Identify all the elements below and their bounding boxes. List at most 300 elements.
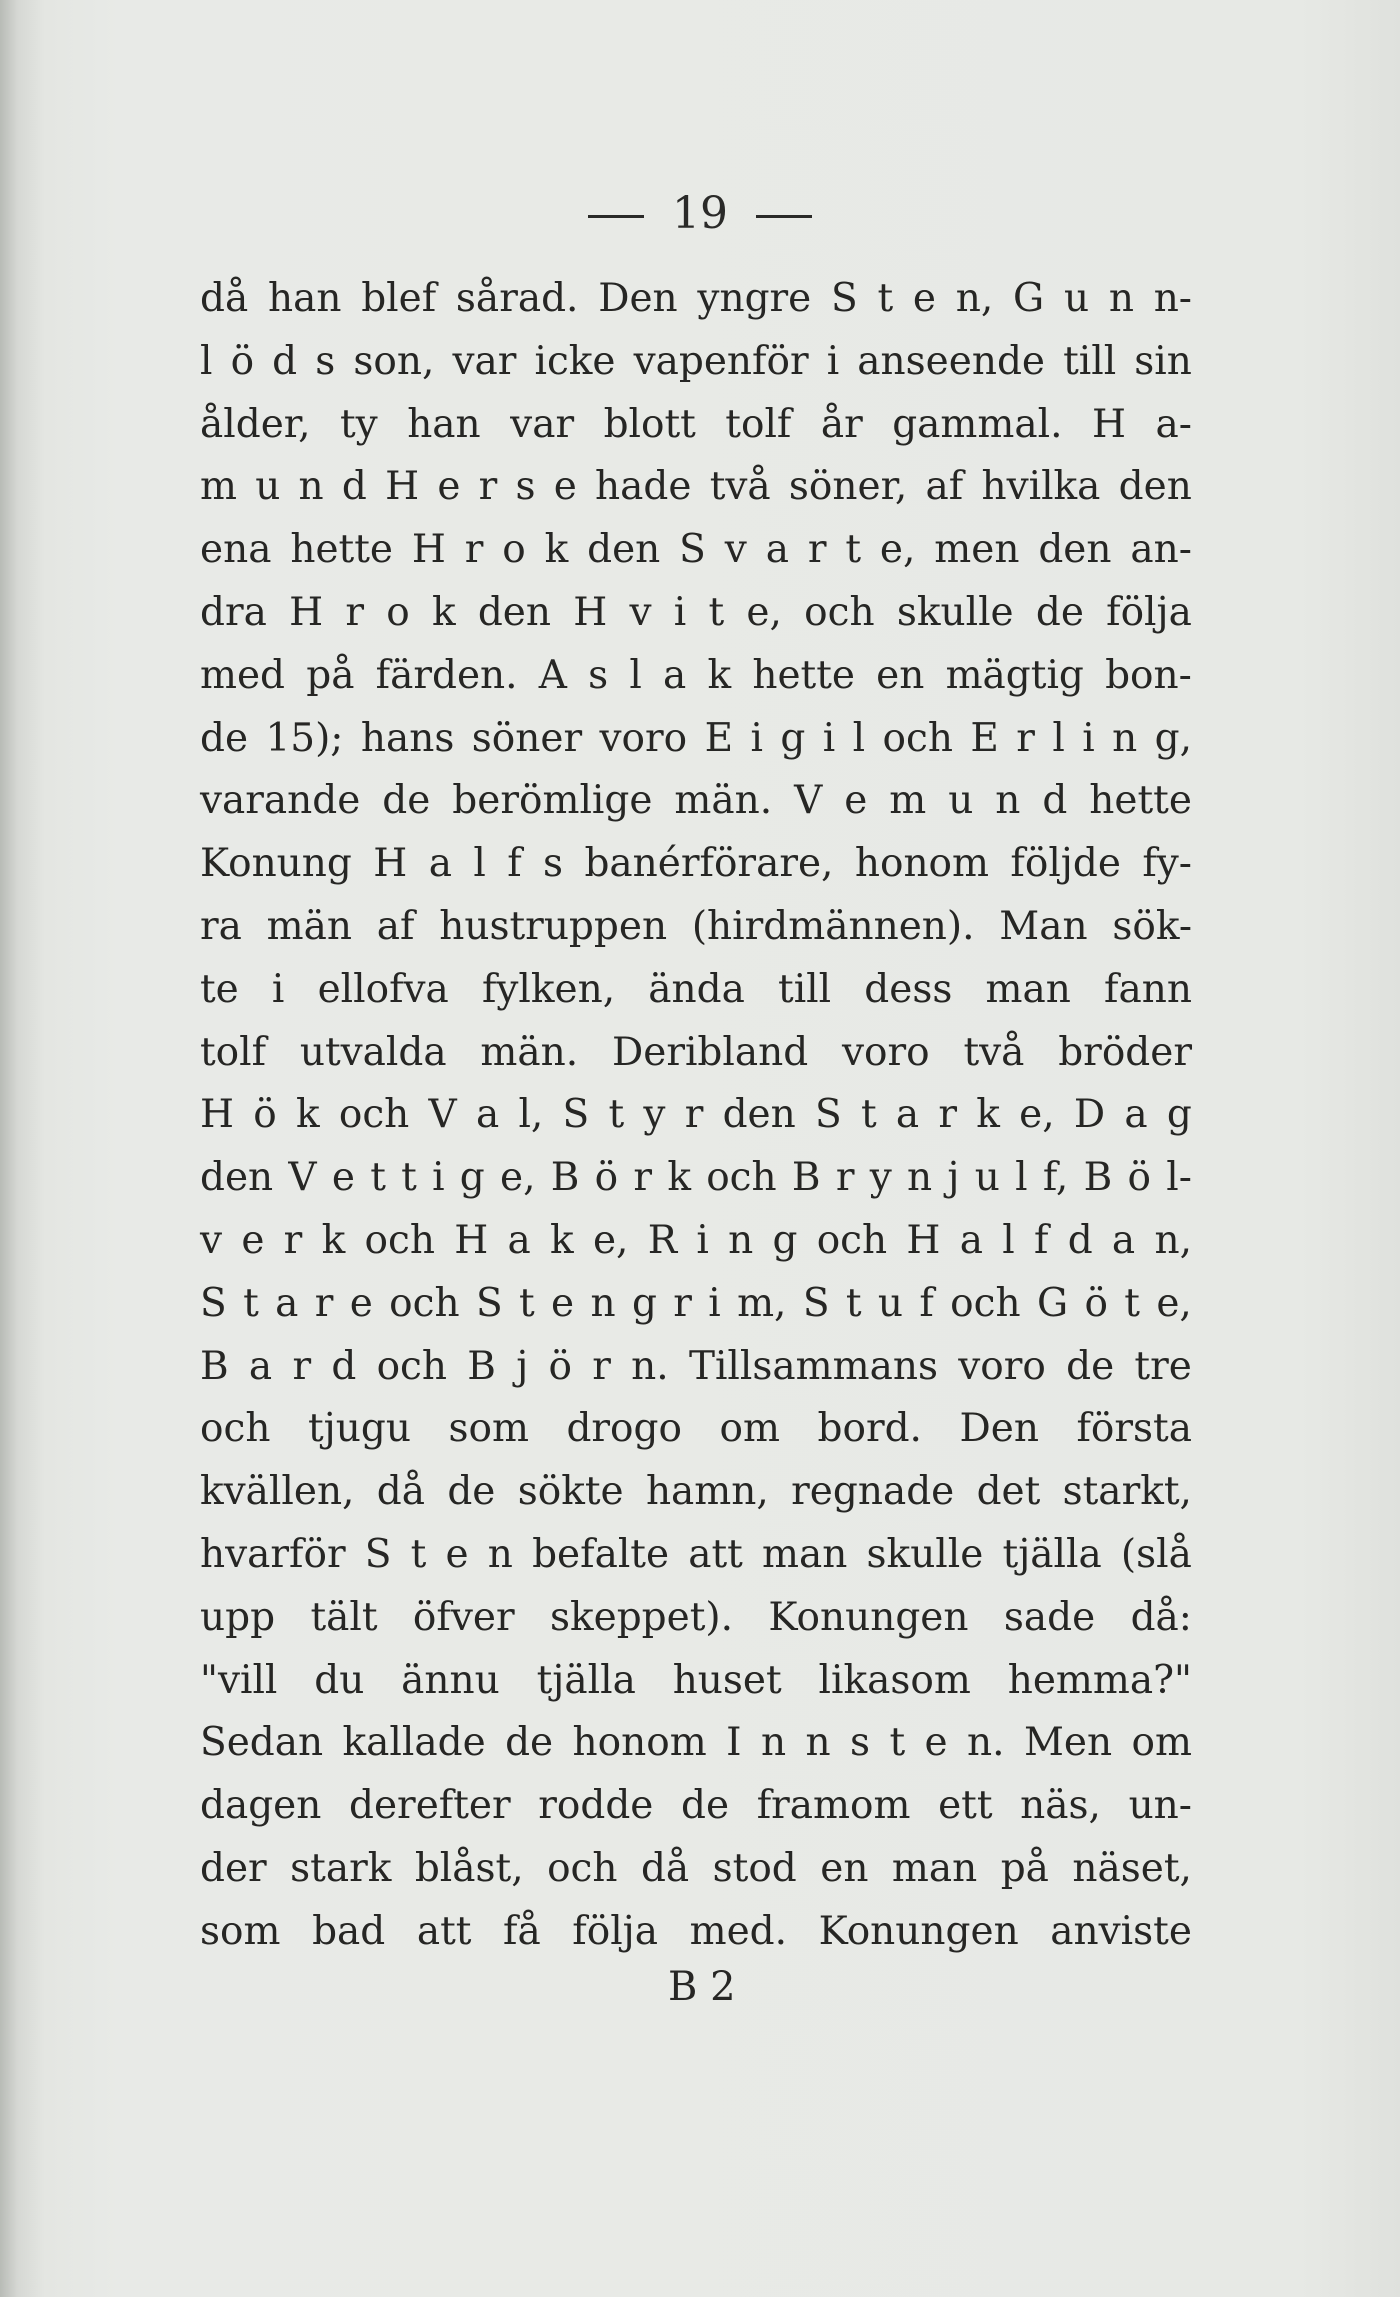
text-word: hette (752, 652, 855, 698)
text-word: e (349, 1280, 373, 1326)
text-word: ellofva (317, 966, 449, 1012)
text-line (200, 1461, 1192, 1524)
text-word: banérförare, (584, 841, 834, 887)
text-word: blåst, (414, 1845, 524, 1891)
text-word: fy- (1142, 841, 1192, 887)
text-word: man (762, 1531, 848, 1577)
text-word: två (963, 1029, 1025, 1075)
text-word: dess (864, 966, 953, 1012)
text-word: voro (958, 1343, 1046, 1389)
text-word: H (200, 1092, 235, 1138)
text-word: den (722, 1092, 796, 1138)
text-word: r (633, 1155, 653, 1201)
text-word: s (543, 841, 564, 887)
text-word: "vill (200, 1657, 278, 1703)
text-word: t (845, 527, 862, 573)
text-word: a (1111, 1217, 1136, 1263)
text-word: l (473, 841, 486, 887)
text-word: i (826, 338, 840, 384)
text-word: bon- (1105, 652, 1192, 698)
text-line (200, 833, 1192, 896)
text-word: V (288, 1155, 317, 1201)
text-word: i (271, 966, 285, 1012)
text-word: befalte (532, 1531, 670, 1577)
text-word: Men (1023, 1720, 1113, 1766)
text-word: e (912, 276, 937, 321)
text-word: B (200, 1343, 229, 1389)
text-word: hustruppen (439, 903, 668, 949)
text-word: f (1033, 1217, 1049, 1263)
text-word: vapenför (633, 338, 809, 384)
text-word: Man (999, 903, 1088, 949)
text-word: e, (592, 1217, 629, 1263)
text-word: Den (598, 276, 678, 321)
text-word: den (1118, 464, 1192, 510)
text-word: upp (200, 1594, 276, 1640)
text-word: då: (1130, 1594, 1192, 1640)
text-word: ena (200, 527, 272, 573)
text-word: drogo (566, 1406, 682, 1452)
text-word: s (515, 464, 536, 510)
text-word: yngre (697, 276, 812, 321)
text-word: S (364, 1531, 392, 1577)
text-word: r (292, 1343, 312, 1389)
text-word: g, (1154, 715, 1192, 761)
text-word: starkt, (1062, 1469, 1192, 1515)
text-word: var (510, 401, 575, 447)
text-word: r (283, 1217, 303, 1263)
text-word: regnade (791, 1469, 955, 1515)
text-word: g (772, 1217, 798, 1263)
text-word: på (1000, 1845, 1049, 1891)
text-line (200, 582, 1192, 645)
text-line (200, 1901, 1192, 1964)
text-word: G (1036, 1280, 1069, 1326)
text-word: var (452, 338, 517, 384)
text-word: G (1013, 276, 1045, 321)
text-word: det (976, 1469, 1041, 1515)
text-word: a (475, 1092, 500, 1138)
text-word: t (519, 1280, 535, 1326)
text-word: y (869, 1155, 892, 1201)
text-word: ö (548, 1343, 573, 1389)
text-word: Den (959, 1406, 1039, 1452)
text-word: Tillsammans (688, 1343, 938, 1389)
text-word: r (478, 464, 498, 510)
text-word: berömlige (452, 778, 653, 824)
text-word: d (1067, 1217, 1093, 1263)
text-word: sin (1134, 338, 1192, 384)
text-word: hvarför (200, 1531, 346, 1577)
text-word: hette (290, 527, 393, 573)
text-word: un- (1128, 1783, 1192, 1829)
text-word: v (200, 1217, 223, 1263)
text-word: Konungen (818, 1908, 1019, 1954)
text-word: l (852, 715, 866, 761)
text-word: i (708, 1280, 721, 1326)
text-word: tolf (725, 401, 792, 447)
text-line (200, 456, 1192, 519)
text-word: gammal. (892, 401, 1063, 447)
text-word: e, (746, 589, 782, 635)
text-word: i (822, 715, 836, 761)
text-word: l (200, 338, 213, 384)
text-word: l- (1166, 1155, 1192, 1201)
text-word: u (1063, 276, 1090, 321)
text-word: mägtig (945, 652, 1084, 698)
text-word: n. (631, 1343, 669, 1389)
text-word: ö (230, 338, 255, 384)
text-word: (hirdmännen). (691, 903, 975, 949)
text-word: att (416, 1908, 472, 1954)
text-word: H (454, 1217, 489, 1263)
text-word: S (679, 527, 706, 573)
text-word: de (382, 778, 431, 824)
text-word: sade (1003, 1594, 1096, 1640)
text-word: tolf (200, 1029, 267, 1075)
text-word: n (805, 1720, 831, 1766)
text-word: och (706, 1155, 777, 1201)
text-word: S (200, 1280, 227, 1326)
text-word: k (295, 1092, 320, 1138)
text-word: a (428, 841, 452, 887)
text-word: k (550, 1217, 574, 1263)
text-word: r (938, 1092, 958, 1138)
text-word: y (643, 1092, 666, 1138)
header-dash-left (588, 215, 644, 218)
text-word: de (1035, 589, 1084, 635)
text-line (200, 770, 1192, 833)
text-word: men (934, 527, 1020, 573)
signature-mark: B 2 (668, 1964, 736, 2010)
text-word: män. (480, 1029, 579, 1075)
text-word: u (948, 778, 974, 824)
text-word: o (502, 527, 526, 573)
text-word: u (255, 464, 281, 510)
text-word: fann (1104, 966, 1192, 1012)
text-word: der (200, 1845, 267, 1891)
text-word: de (447, 1469, 496, 1515)
text-word: som (448, 1406, 529, 1452)
text-word: till (778, 966, 832, 1012)
text-word: a (765, 527, 789, 573)
text-word: an- (1130, 527, 1192, 573)
text-word: e (445, 1531, 469, 1577)
text-word: de (1066, 1343, 1115, 1389)
text-word: f (507, 841, 522, 887)
text-word: och (200, 1406, 271, 1452)
text-word: Konung (200, 841, 352, 887)
text-word: 15); (265, 715, 344, 761)
text-word: v (629, 589, 652, 635)
text-word: och (950, 1280, 1021, 1326)
text-word: t (608, 1092, 625, 1138)
text-word: u (877, 1280, 904, 1326)
text-word: m, (737, 1280, 787, 1326)
text-line (200, 394, 1192, 457)
text-line (200, 1838, 1192, 1901)
text-word: s (850, 1720, 871, 1766)
text-word: A (538, 652, 567, 698)
text-line (200, 268, 1192, 331)
text-word: B (467, 1343, 496, 1389)
text-word: o (386, 589, 410, 635)
text-word: k (976, 1092, 1000, 1138)
text-word: honom (854, 841, 990, 887)
text-word: n (907, 1155, 933, 1201)
text-word: hemma?" (1007, 1657, 1192, 1703)
text-word: första (1076, 1406, 1192, 1452)
text-word: I (726, 1720, 742, 1766)
text-word: v (724, 527, 747, 573)
text-word: H (289, 589, 324, 635)
text-word: ända (648, 966, 745, 1012)
text-word: dra (200, 589, 267, 635)
text-word: d (331, 1343, 357, 1389)
text-word: och (338, 1092, 410, 1138)
text-word: (slå (1120, 1531, 1192, 1577)
text-word: r (673, 1280, 692, 1326)
text-word: ö (253, 1092, 277, 1138)
text-word: den (477, 589, 552, 635)
page-number: 19 (672, 188, 728, 239)
text-word: ö (1084, 1280, 1108, 1326)
text-word: r (464, 527, 484, 573)
text-word: män. (674, 778, 773, 824)
text-word: S (475, 1280, 503, 1326)
text-word: i (432, 1155, 445, 1201)
text-word: om (1131, 1720, 1192, 1766)
text-line (200, 331, 1192, 394)
text-word: r (1016, 715, 1035, 761)
page-header (0, 188, 1400, 239)
text-word: hette (1089, 778, 1192, 824)
text-word: kallade (342, 1720, 486, 1766)
text-word: r (345, 589, 365, 635)
text-word: a (507, 1217, 531, 1263)
text-word: a (663, 652, 687, 698)
text-word: e, (1156, 1280, 1192, 1326)
text-word: tjälla (1002, 1531, 1102, 1577)
text-word: hamn, (645, 1469, 769, 1515)
text-word: man (891, 1845, 978, 1891)
text-word: män (266, 903, 353, 949)
text-line (200, 1775, 1192, 1838)
text-word: kvällen, (200, 1469, 355, 1515)
text-word: rodde (538, 1783, 654, 1829)
text-word: då (376, 1469, 426, 1515)
text-word: S (815, 1092, 842, 1138)
text-word: t (889, 1720, 906, 1766)
text-word: e (331, 1155, 355, 1201)
text-word: a- (1155, 401, 1192, 447)
text-word: g (1166, 1092, 1192, 1138)
text-word: tält (310, 1594, 378, 1640)
text-word: r (835, 1155, 855, 1201)
text-line (200, 896, 1192, 959)
text-word: skulle (896, 589, 1014, 635)
text-word: år (820, 401, 863, 447)
text-word: näset, (1072, 1845, 1192, 1891)
text-word: t (845, 1280, 862, 1326)
text-word: Konungen (768, 1594, 969, 1640)
text-word: V (428, 1092, 457, 1138)
text-word: V (794, 778, 823, 824)
text-word: tre (1134, 1343, 1192, 1389)
text-word: en (876, 652, 925, 698)
text-word: sårad. (455, 276, 579, 321)
text-word: ett (938, 1783, 993, 1829)
text-word: a (959, 1217, 983, 1263)
text-word: f, (1042, 1155, 1069, 1201)
text-word: f (919, 1280, 934, 1326)
text-word: näs, (1020, 1783, 1101, 1829)
text-word: sökte (517, 1469, 624, 1515)
text-word: följa (1106, 589, 1192, 635)
text-word: n (995, 778, 1021, 824)
text-word: E (970, 715, 999, 761)
text-word: få (503, 1908, 541, 1954)
text-word: ålder, (200, 401, 311, 447)
text-word: d (272, 338, 298, 384)
text-word: B (550, 1155, 580, 1201)
text-word: l (1015, 1155, 1028, 1201)
text-word: och (364, 1217, 435, 1263)
text-word: bord. (817, 1406, 922, 1452)
text-word: te (200, 966, 239, 1012)
text-word: ö (594, 1155, 619, 1201)
text-word: framom (756, 1783, 911, 1829)
text-word: j (516, 1343, 529, 1389)
text-word: t (1124, 1280, 1140, 1326)
text-word: hans (360, 715, 455, 761)
text-word: l, (518, 1092, 544, 1138)
text-word: r (807, 527, 827, 573)
text-word: d (341, 464, 367, 510)
text-word: e, (1019, 1092, 1055, 1138)
text-word: man (985, 966, 1071, 1012)
text-word: k (667, 1155, 691, 1201)
text-line (200, 708, 1192, 771)
text-word: k (431, 589, 456, 635)
text-line (200, 645, 1192, 708)
text-word: a (275, 1280, 299, 1326)
text-word: och (547, 1845, 618, 1891)
text-word: l (629, 652, 642, 698)
text-word: skulle (866, 1531, 984, 1577)
text-word: a (895, 1092, 920, 1138)
text-word: och (816, 1217, 888, 1263)
text-word: t (410, 1531, 427, 1577)
text-word: då (640, 1845, 690, 1891)
text-word: att (688, 1531, 743, 1577)
text-word: n, (955, 276, 994, 321)
text-word: på (306, 652, 355, 698)
text-word: g (780, 715, 806, 761)
text-word: s (315, 338, 336, 384)
text-word: en (820, 1845, 869, 1891)
text-word: derefter (349, 1783, 511, 1829)
text-word: hade (595, 464, 692, 510)
body-text (200, 268, 1192, 1964)
text-word: n (1112, 715, 1138, 761)
text-word: t (243, 1280, 259, 1326)
text-word: voro (599, 715, 688, 761)
text-word: H (411, 527, 446, 573)
text-word: af (925, 464, 964, 510)
text-line (200, 1084, 1192, 1147)
text-word: färden. (375, 652, 518, 698)
text-word: sök- (1112, 903, 1192, 949)
text-word: H (573, 589, 608, 635)
text-word: t (860, 1092, 877, 1138)
text-word: j (947, 1155, 960, 1201)
text-word: då (200, 276, 249, 321)
header-dash-right (756, 215, 812, 218)
text-word: ö (1127, 1155, 1151, 1201)
text-word: huset (672, 1657, 782, 1703)
text-word: med (200, 652, 286, 698)
text-word: R (647, 1217, 678, 1263)
text-word: a (248, 1343, 273, 1389)
text-word: söner, (788, 464, 908, 510)
text-line (200, 1524, 1192, 1587)
text-word: blef (361, 276, 437, 321)
text-word: n (487, 1531, 513, 1577)
text-word: n (728, 1217, 754, 1263)
text-word: k (321, 1217, 346, 1263)
text-word: tjugu (307, 1406, 411, 1452)
text-word: bröder (1058, 1029, 1192, 1075)
text-word: han (407, 401, 481, 447)
text-word: t (708, 589, 725, 635)
text-word: om (719, 1406, 780, 1452)
text-word: t (877, 276, 894, 321)
text-word: k (544, 527, 569, 573)
text-word: och (376, 1343, 448, 1389)
text-word: r (684, 1092, 704, 1138)
text-word: son, (353, 338, 435, 384)
text-word: stark (290, 1845, 392, 1891)
text-word: B (791, 1155, 821, 1201)
text-line (200, 1147, 1192, 1210)
text-word: i (750, 715, 763, 761)
text-word: n (760, 1720, 787, 1766)
text-line (200, 1650, 1192, 1713)
text-word: och (804, 589, 875, 635)
text-word: ty (340, 401, 378, 447)
text-word: e (553, 464, 577, 510)
text-word: d (1042, 778, 1068, 824)
text-word: stod (712, 1845, 797, 1891)
text-word: med. (689, 1908, 788, 1954)
text-word: den (587, 527, 661, 573)
text-word: n (590, 1280, 616, 1326)
text-word: m (889, 778, 927, 824)
text-word: i (1082, 715, 1095, 761)
text-line (200, 1712, 1192, 1775)
text-word: e (844, 778, 868, 824)
text-word: Sedan (200, 1720, 324, 1766)
text-word: de (200, 715, 249, 761)
text-word: r (592, 1343, 611, 1389)
text-word: i (696, 1217, 709, 1263)
text-word: g (459, 1155, 485, 1201)
text-word: S (831, 276, 858, 321)
text-word: han (267, 276, 342, 321)
text-word: m (200, 464, 237, 510)
text-line (200, 1273, 1192, 1336)
